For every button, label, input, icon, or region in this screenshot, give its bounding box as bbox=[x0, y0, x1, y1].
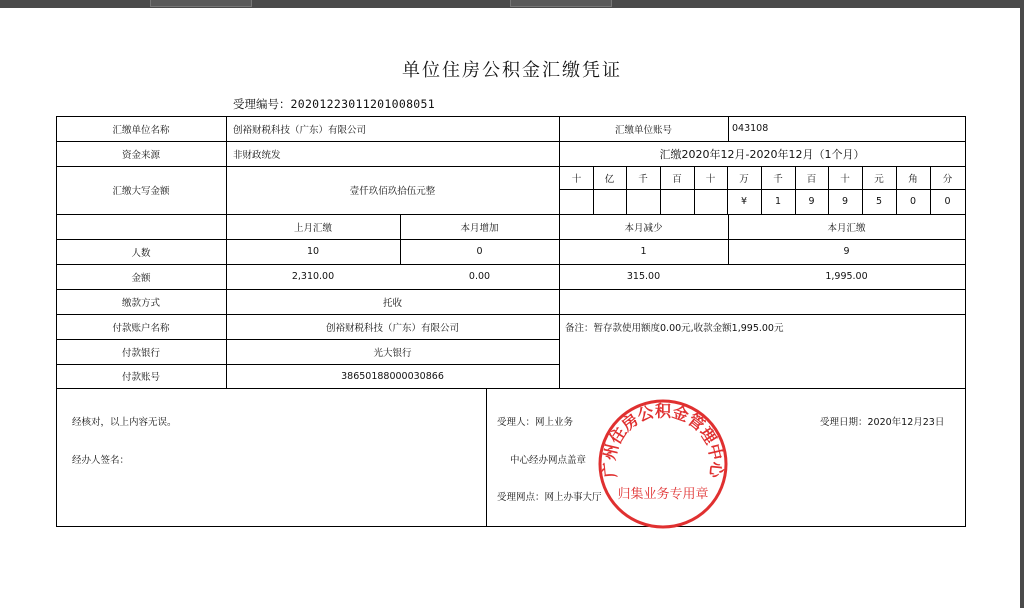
col-header-increase: 本月增加 bbox=[460, 222, 499, 234]
payer-name-value: 创裕财税科技（广东）有限公司 bbox=[325, 322, 459, 334]
people-increase: 0 bbox=[476, 246, 483, 257]
amount-decrease: 315.00 bbox=[626, 271, 661, 282]
digit-value: ¥ bbox=[740, 196, 748, 207]
seal-inner-text: 归集业务专用章 bbox=[617, 487, 709, 502]
digit-header: 分 bbox=[942, 173, 953, 185]
digit-header: 十 bbox=[571, 173, 582, 185]
people-label: 人数 bbox=[131, 247, 151, 259]
viewer-scrollbar[interactable] bbox=[1020, 0, 1024, 608]
digit-header: 万 bbox=[739, 173, 749, 185]
payer-account-value: 38650188000030866 bbox=[341, 370, 444, 382]
grid-line bbox=[56, 388, 965, 389]
digit-value bbox=[660, 189, 694, 214]
people-decrease: 1 bbox=[640, 246, 647, 257]
digit-header: 千 bbox=[638, 173, 648, 185]
grid-line bbox=[56, 526, 965, 527]
unit-name-value: 创裕财税科技（广东）有限公司 bbox=[233, 124, 367, 136]
center-seal-label: 中心经办网点盖章 bbox=[510, 455, 587, 466]
payer-name-label: 付款账户名称 bbox=[112, 322, 170, 334]
people-last-month: 10 bbox=[306, 246, 320, 257]
digit-header: 角 bbox=[908, 173, 918, 185]
payer-bank-value: 光大银行 bbox=[373, 347, 412, 359]
digit-header: 千 bbox=[773, 173, 783, 185]
seal-ring-text: 广州住房公积金管理中心 bbox=[599, 401, 727, 479]
payer-bank-label: 付款银行 bbox=[121, 347, 160, 359]
digit-value bbox=[626, 189, 660, 214]
digit-value: 0 bbox=[909, 196, 917, 207]
checked-statement: 经核对，以上内容无误。 bbox=[72, 417, 177, 428]
toolbar-tab[interactable] bbox=[510, 0, 612, 7]
digit-header: 十 bbox=[705, 173, 716, 185]
acceptance-number-value: 20201223011201008051 bbox=[290, 97, 435, 111]
remark: 备注：暂存款使用额度0.00元,收款金额1,995.00元 bbox=[565, 322, 784, 334]
grid-line bbox=[486, 388, 487, 527]
toolbar-tab[interactable] bbox=[150, 0, 252, 7]
accept-point: 受理网点：网上办事大厅 bbox=[497, 492, 602, 503]
digit-value: 9 bbox=[841, 196, 849, 207]
people-this-month: 9 bbox=[843, 246, 850, 257]
digit-value: 5 bbox=[875, 196, 883, 207]
handler-signature: 经办人签名： bbox=[72, 455, 130, 466]
digit-header: 十 bbox=[840, 173, 850, 185]
unit-account-value: 043108 bbox=[732, 123, 769, 134]
digit-header: 百 bbox=[672, 173, 682, 185]
unit-account-label: 汇缴单位账号 bbox=[614, 124, 672, 136]
digit-value: 0 bbox=[944, 196, 951, 207]
accept-date: 受理日期：2020年12月23日 bbox=[820, 417, 945, 428]
digit-header: 亿 bbox=[604, 173, 615, 185]
amount-last-month: 2,310.00 bbox=[291, 271, 335, 282]
official-seal-stamp bbox=[597, 398, 729, 530]
digit-value: 1 bbox=[774, 196, 782, 207]
col-header-decrease: 本月减少 bbox=[624, 222, 663, 234]
document-title: 单位住房公积金汇缴凭证 bbox=[402, 60, 622, 81]
grid-line bbox=[965, 116, 966, 527]
digit-header: 元 bbox=[874, 173, 884, 185]
amount-upper-value: 壹仟玖佰玖拾伍元整 bbox=[349, 186, 436, 197]
funds-source-value: 非财政统发 bbox=[233, 149, 281, 161]
digit-value bbox=[593, 189, 626, 214]
payment-method-label: 缴款方式 bbox=[121, 297, 160, 309]
col-header-last-month: 上月汇缴 bbox=[293, 222, 332, 234]
funds-source-label: 资金来源 bbox=[121, 149, 160, 161]
acceptor: 受理人：网上业务 bbox=[497, 417, 574, 428]
amount-label: 金额 bbox=[131, 272, 151, 284]
amount-upper-label: 汇缴大写金额 bbox=[112, 186, 170, 197]
amount-this-month: 1,995.00 bbox=[825, 271, 868, 282]
grid-line bbox=[728, 116, 729, 141]
digit-value bbox=[694, 189, 727, 214]
payment-method-value: 托收 bbox=[382, 297, 402, 309]
acceptance-number bbox=[233, 96, 435, 112]
payment-period: 汇缴2020年12月-2020年12月（1个月） bbox=[659, 147, 865, 161]
unit-name-label: 汇缴单位名称 bbox=[112, 124, 170, 136]
digit-value: 9 bbox=[808, 196, 815, 207]
digit-header: 百 bbox=[806, 173, 817, 185]
digit-value bbox=[560, 189, 593, 214]
payer-account-label: 付款账号 bbox=[121, 372, 160, 383]
amount-increase: 0.00 bbox=[468, 271, 491, 282]
viewer-toolbar bbox=[0, 0, 1024, 8]
col-header-this-month: 本月汇缴 bbox=[827, 222, 866, 234]
acceptance-number-label: 受理编号： bbox=[233, 97, 291, 111]
